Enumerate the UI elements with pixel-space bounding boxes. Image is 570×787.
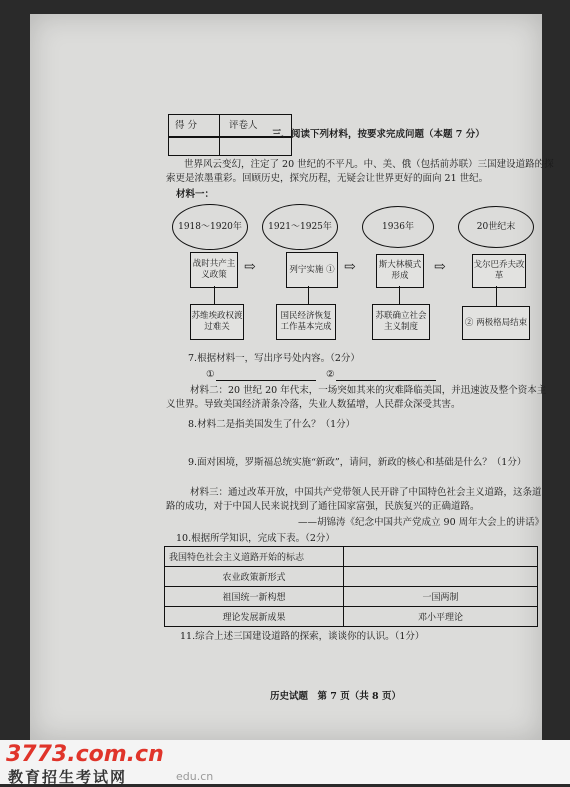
material2-line-2: 义世界。导致美国经济萧条冷落，失业人数猛增，人民群众深受其害。 — [166, 399, 461, 410]
table-cell: 一国两制 — [344, 587, 538, 607]
q7-blank-1-line — [216, 380, 316, 381]
question-9: 9.面对困境，罗斯福总统实施“新政”，请问，新政的核心和基础是什么？（1分） — [188, 457, 527, 468]
result-box-3: 苏联确立社会主义制度 — [372, 304, 430, 340]
period-circle-1: 1918～1920年 — [172, 204, 248, 250]
watermark-strip — [0, 740, 570, 784]
q7-blank-1: ① — [206, 369, 215, 380]
connector-line — [496, 286, 497, 306]
policy-box-3: 斯大林模式形成 — [376, 254, 424, 288]
result-box-2: 国民经济恢复工作基本完成 — [276, 304, 336, 340]
policy-box-4: 戈尔巴乔夫改革 — [472, 254, 526, 288]
result-box-4: ② 两极格局结束 — [462, 306, 530, 340]
table-cell: 我国特色社会主义道路开始的标志 — [165, 547, 344, 567]
site-logo: 3773.com.cn — [6, 742, 164, 767]
table-cell: 祖国统一新构想 — [165, 587, 344, 607]
material2-line-1: 材料二：20 世纪 20 年代末，一场突如其来的灾难降临美国，并迅速波及整个资本主 — [190, 385, 547, 396]
table-cell-input[interactable] — [344, 547, 538, 567]
intro-line-1: 世界风云变幻，注定了 20 世纪的不平凡。中、美、俄（包括前苏联）三国建设道路的探 — [184, 159, 554, 170]
period-circle-2: 1921～1925年 — [262, 204, 338, 250]
table-row — [165, 607, 538, 627]
intro-line-2: 索更是浓墨重彩。回顾历史，探究历程，无疑会让世界更好的面向 21 世纪。 — [166, 173, 489, 184]
connector-line — [214, 286, 215, 304]
grader-label: 评卷人 — [229, 120, 258, 131]
material3-line-1: 材料三：通过改革开放，中国共产党带领人民开辟了中国特色社会主义道路，这条道 — [190, 487, 542, 498]
table-row — [165, 547, 538, 567]
fill-table — [164, 546, 538, 627]
score-table-divider — [219, 115, 220, 137]
material3-source: ——胡锦涛《纪念中国共产党成立 90 周年大会上的讲话》 — [298, 517, 545, 528]
table-cell: 农业政策新形式 — [165, 567, 344, 587]
policy-box-1: 战时共产主义政策 — [190, 252, 238, 288]
table-cell: 邓小平理论 — [344, 607, 538, 627]
question-11: 11.综合上述三国建设道路的探索，谈谈你的认识。（1分） — [180, 631, 425, 642]
policy-box-2: 列宁实施 ① — [286, 252, 338, 288]
question-10: 10.根据所学知识，完成下表。（2分） — [176, 533, 335, 544]
page-footer: 历史试题 第 7 页（共 8 页） — [270, 691, 401, 702]
table-row — [165, 587, 538, 607]
table-row — [165, 567, 538, 587]
right-arrow-icon: ⇨ — [344, 259, 356, 275]
material1-label: 材料一： — [176, 189, 215, 200]
site-url: edu.cn — [176, 770, 214, 783]
table-cell: 理论发展新成果 — [165, 607, 344, 627]
question-7: 7.根据材料一，写出序号处内容。（2分） — [188, 353, 360, 364]
right-arrow-icon: ⇨ — [434, 259, 446, 275]
result-box-1: 苏维埃政权渡过难关 — [190, 304, 244, 340]
site-slogan: 教育招生考试网 — [8, 768, 128, 786]
period-circle-3: 1936年 — [362, 206, 434, 248]
exam-paper — [30, 14, 554, 740]
table-cell-input[interactable] — [344, 567, 538, 587]
material3-line-2: 路的成功，对于中国人民来说找到了通往国家富强，民族复兴的正确道路。 — [166, 501, 480, 512]
section-title: 三、阅读下列材料，按要求完成问题（本题 7 分） — [272, 129, 485, 140]
connector-line — [308, 286, 309, 304]
score-table-divider — [219, 137, 220, 155]
score-label: 得 分 — [175, 120, 198, 131]
q7-blank-2: ② — [326, 369, 335, 380]
right-arrow-icon: ⇨ — [244, 259, 256, 275]
question-8: 8.材料二是指美国发生了什么？（1分） — [188, 419, 356, 430]
period-circle-4: 20世纪末 — [458, 206, 534, 248]
connector-line — [399, 286, 400, 304]
q7-blank-2-line — [336, 380, 436, 381]
